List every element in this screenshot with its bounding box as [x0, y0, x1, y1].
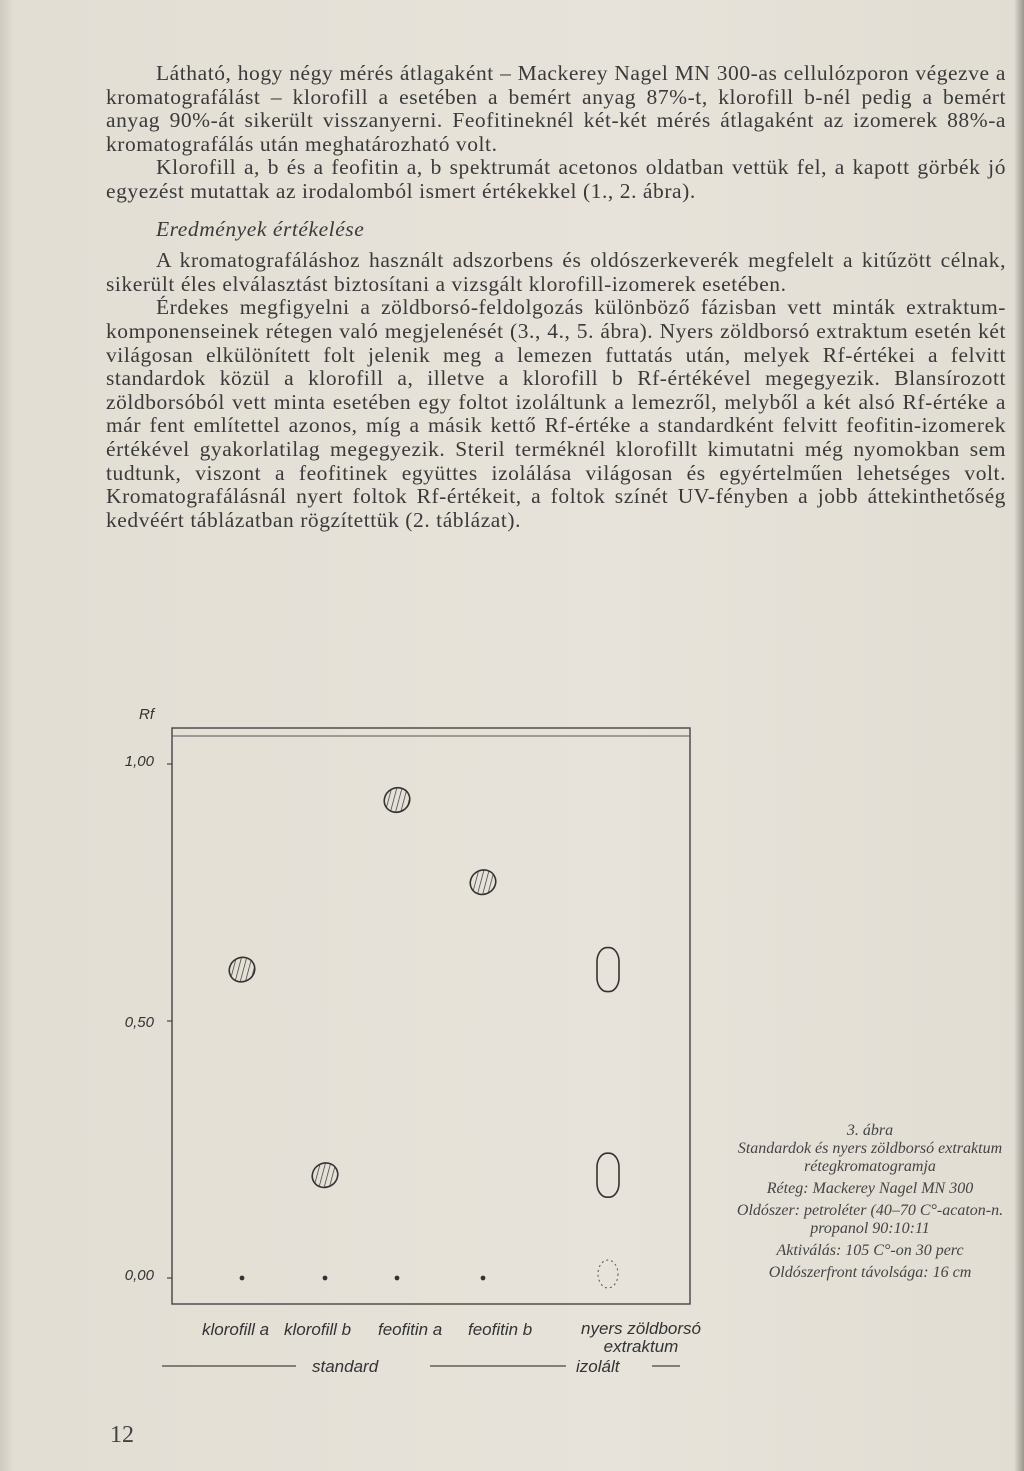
section-heading: Eredmények értékelése [156, 216, 365, 241]
spot-open [597, 948, 619, 992]
lane-label: klorofill a [202, 1320, 270, 1339]
paragraph-2: Klorofill a, b és a feofitin a, b spektrumát acetonos oldatban vettük fel, a kapott görbék jó egyezést mutattak az irodalomból ismert értékekkel (1., 2. ábra). [106, 155, 1006, 203]
start-point [240, 1276, 245, 1281]
spot-hatched [308, 1158, 343, 1192]
body-text [106, 62, 1006, 532]
start-points-layer [240, 1260, 618, 1288]
spot-hatched [225, 953, 260, 987]
y-axis-title: Rf [139, 706, 154, 723]
caption-activation: Aktiválás: 105 C°-on 30 perc [776, 1242, 964, 1259]
y-tick-label: 0,00 [124, 1267, 154, 1284]
y-tick-label: 0,50 [124, 1014, 154, 1031]
plate-frame [172, 728, 690, 1304]
spot-open [597, 1153, 619, 1197]
caption-layer: Réteg: Mackerey Nagel MN 300 [766, 1180, 974, 1197]
group-label-standard: standard [312, 1357, 379, 1376]
group-label-isolated: izolált [576, 1357, 620, 1376]
lane-label: feofitin b [468, 1320, 533, 1339]
paragraph-3: A kromatografáláshoz használt adszorbens és oldószerkeverék megfelelt a kitűzött célnak, sikerült éles elválasztást biztosítani a vizsgált klorofill-izomerek esetében. [106, 248, 1006, 296]
lane-label: feofitin a [378, 1320, 443, 1339]
start-point [481, 1276, 486, 1281]
page-number: 12 [110, 1422, 134, 1448]
start-point [323, 1276, 328, 1281]
lane-label: klorofill b [284, 1320, 352, 1339]
spots-layer [225, 783, 619, 1197]
page-edge [1014, 0, 1024, 1471]
chromatogram-svg [100, 710, 740, 1410]
chromatogram-figure [100, 706, 740, 1410]
y-axis-ticks [167, 764, 172, 1278]
spot-hatched [466, 865, 501, 899]
spot-hatched [380, 783, 415, 817]
caption-solvent: Oldószer: petroléter (40–70 C°-acaton-n. propanol 90:10:11 [736, 1202, 1004, 1237]
lane-label: nyers zöldborsó extraktum [580, 1319, 701, 1356]
figure-caption [730, 1122, 1010, 1282]
y-tick-label: 1,00 [124, 753, 154, 770]
start-point [395, 1276, 400, 1281]
paragraph-4: Érdekes megfigyelni a zöldborsó-feldolgozás különböző fázisban vett minták extraktum-komponenseinek rétegen való megjelenését (3., 4., 5. ábra). Nyers zöldborsó extraktum esetén két világosan elkülönített folt jelenik meg a lemezen futtatás után, melyek Rf-értékei a felvitt standardok közül a klorofill a, illetve a klorofill b Rf-értékével megegyezik. Blansírozott zöldborsóból vett minta esetében egy foltot izoláltunk a lemezről, melyből a két alsó Rf-értéke a már fent említettel azonos, míg a másik kettő Rf-értéke a standardként felvitt feofitin-izomerek értékével gyakorlatilag megegyezik. Steril terméknél klorofillt kimutatni még nyomokban sem tudtunk, viszont a feofitinek együttes izolálása világosan és egyértelműen lehetséges volt. Kromatografálásnál nyert foltok Rf-értékeit, a foltok színét UV-fényben a jobb áttekinthetőség kedvéért táblázatban rögzítettük (2. táblázat). [106, 295, 1006, 532]
caption-title: 3. ábra [846, 1122, 894, 1139]
plate-border [172, 728, 690, 1304]
paragraph-1: Látható, hogy négy mérés átlagaként – Mackerey Nagel MN 300-as cellulózporon végezve a kromatografálást – klorofill a esetében a bemért anyag 87%-t, klorofill b-nél pedig a bemért anyag 90%-át sikerült visszanyerni. Feofitineknél két-két mérés átlagaként az izomerek 88%-a kromatografálás után meghatározható volt. [106, 61, 1006, 156]
caption-description: Standardok és nyers zöldborsó extraktum rétegkromatogramja [737, 1140, 1003, 1175]
start-point-extract [598, 1260, 618, 1288]
caption-front: Oldószerfront távolsága: 16 cm [768, 1264, 972, 1281]
